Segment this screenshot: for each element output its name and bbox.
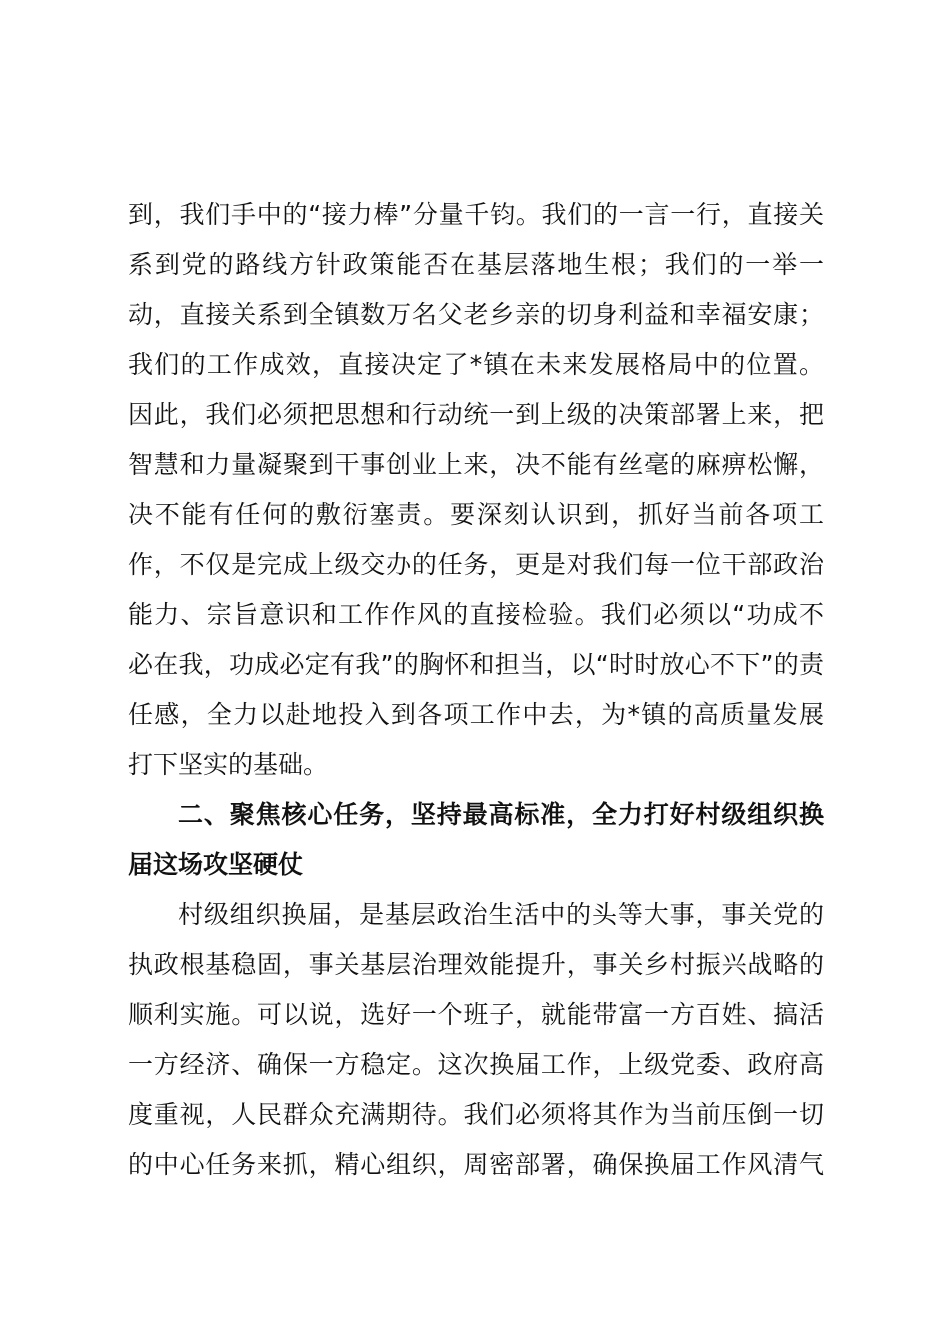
text-line: 能力、宗旨意识和工作作风的直接检验。我们必须以“功成不: [128, 600, 824, 629]
text-line: 一方经济、确保一方稳定。这次换届工作，上级党委、政府高: [128, 1050, 824, 1079]
text-line: 打下坚实的基础。: [128, 750, 329, 779]
text-line: 动，直接关系到全镇数万名父老乡亲的切身利益和幸福安康；: [128, 300, 824, 329]
text-line: 系到党的路线方针政策能否在基层落地生根；我们的一举一: [128, 250, 824, 279]
section-heading-2: [128, 790, 824, 890]
heading-line: 二、聚焦核心任务，坚持最高标准，全力打好村级组织换: [178, 800, 824, 829]
text-line: 到，我们手中的“接力棒”分量千钧。我们的一言一行，直接关: [128, 200, 824, 229]
text-line: 顺利实施。可以说，选好一个班子，就能带富一方百姓、搞活: [128, 1000, 824, 1029]
text-line: 度重视，人民群众充满期待。我们必须将其作为当前压倒一切: [128, 1100, 824, 1129]
text-line: 我们的工作成效，直接决定了*镇在未来发展格局中的位置。: [128, 350, 824, 379]
text-line: 决不能有任何的敷衍塞责。要深刻认识到，抓好当前各项工: [128, 500, 824, 529]
text-line: 作，不仅是完成上级交办的任务，更是对我们每一位干部政治: [128, 550, 824, 579]
text-line: 任感，全力以赴地投入到各项工作中去，为*镇的高质量发展: [128, 700, 824, 729]
text-line: 村级组织换届，是基层政治生活中的头等大事，事关党的: [178, 900, 824, 929]
text-line: 执政根基稳固，事关基层治理效能提升，事关乡村振兴战略的: [128, 950, 824, 979]
text-line: 必在我，功成必定有我”的胸怀和担当，以“时时放心不下”的责: [128, 650, 824, 679]
paragraph-1: [128, 190, 824, 790]
text-line: 的中心任务来抓，精心组织，周密部署，确保换届工作风清气: [128, 1150, 824, 1179]
heading-line: 届这场攻坚硬仗: [128, 850, 304, 879]
paragraph-2: [128, 890, 824, 1190]
text-line: 因此，我们必须把思想和行动统一到上级的决策部署上来，把: [128, 400, 824, 429]
document-body: [128, 190, 824, 1190]
text-line: 智慧和力量凝聚到干事创业上来，决不能有丝毫的麻痹松懈，: [128, 450, 824, 479]
